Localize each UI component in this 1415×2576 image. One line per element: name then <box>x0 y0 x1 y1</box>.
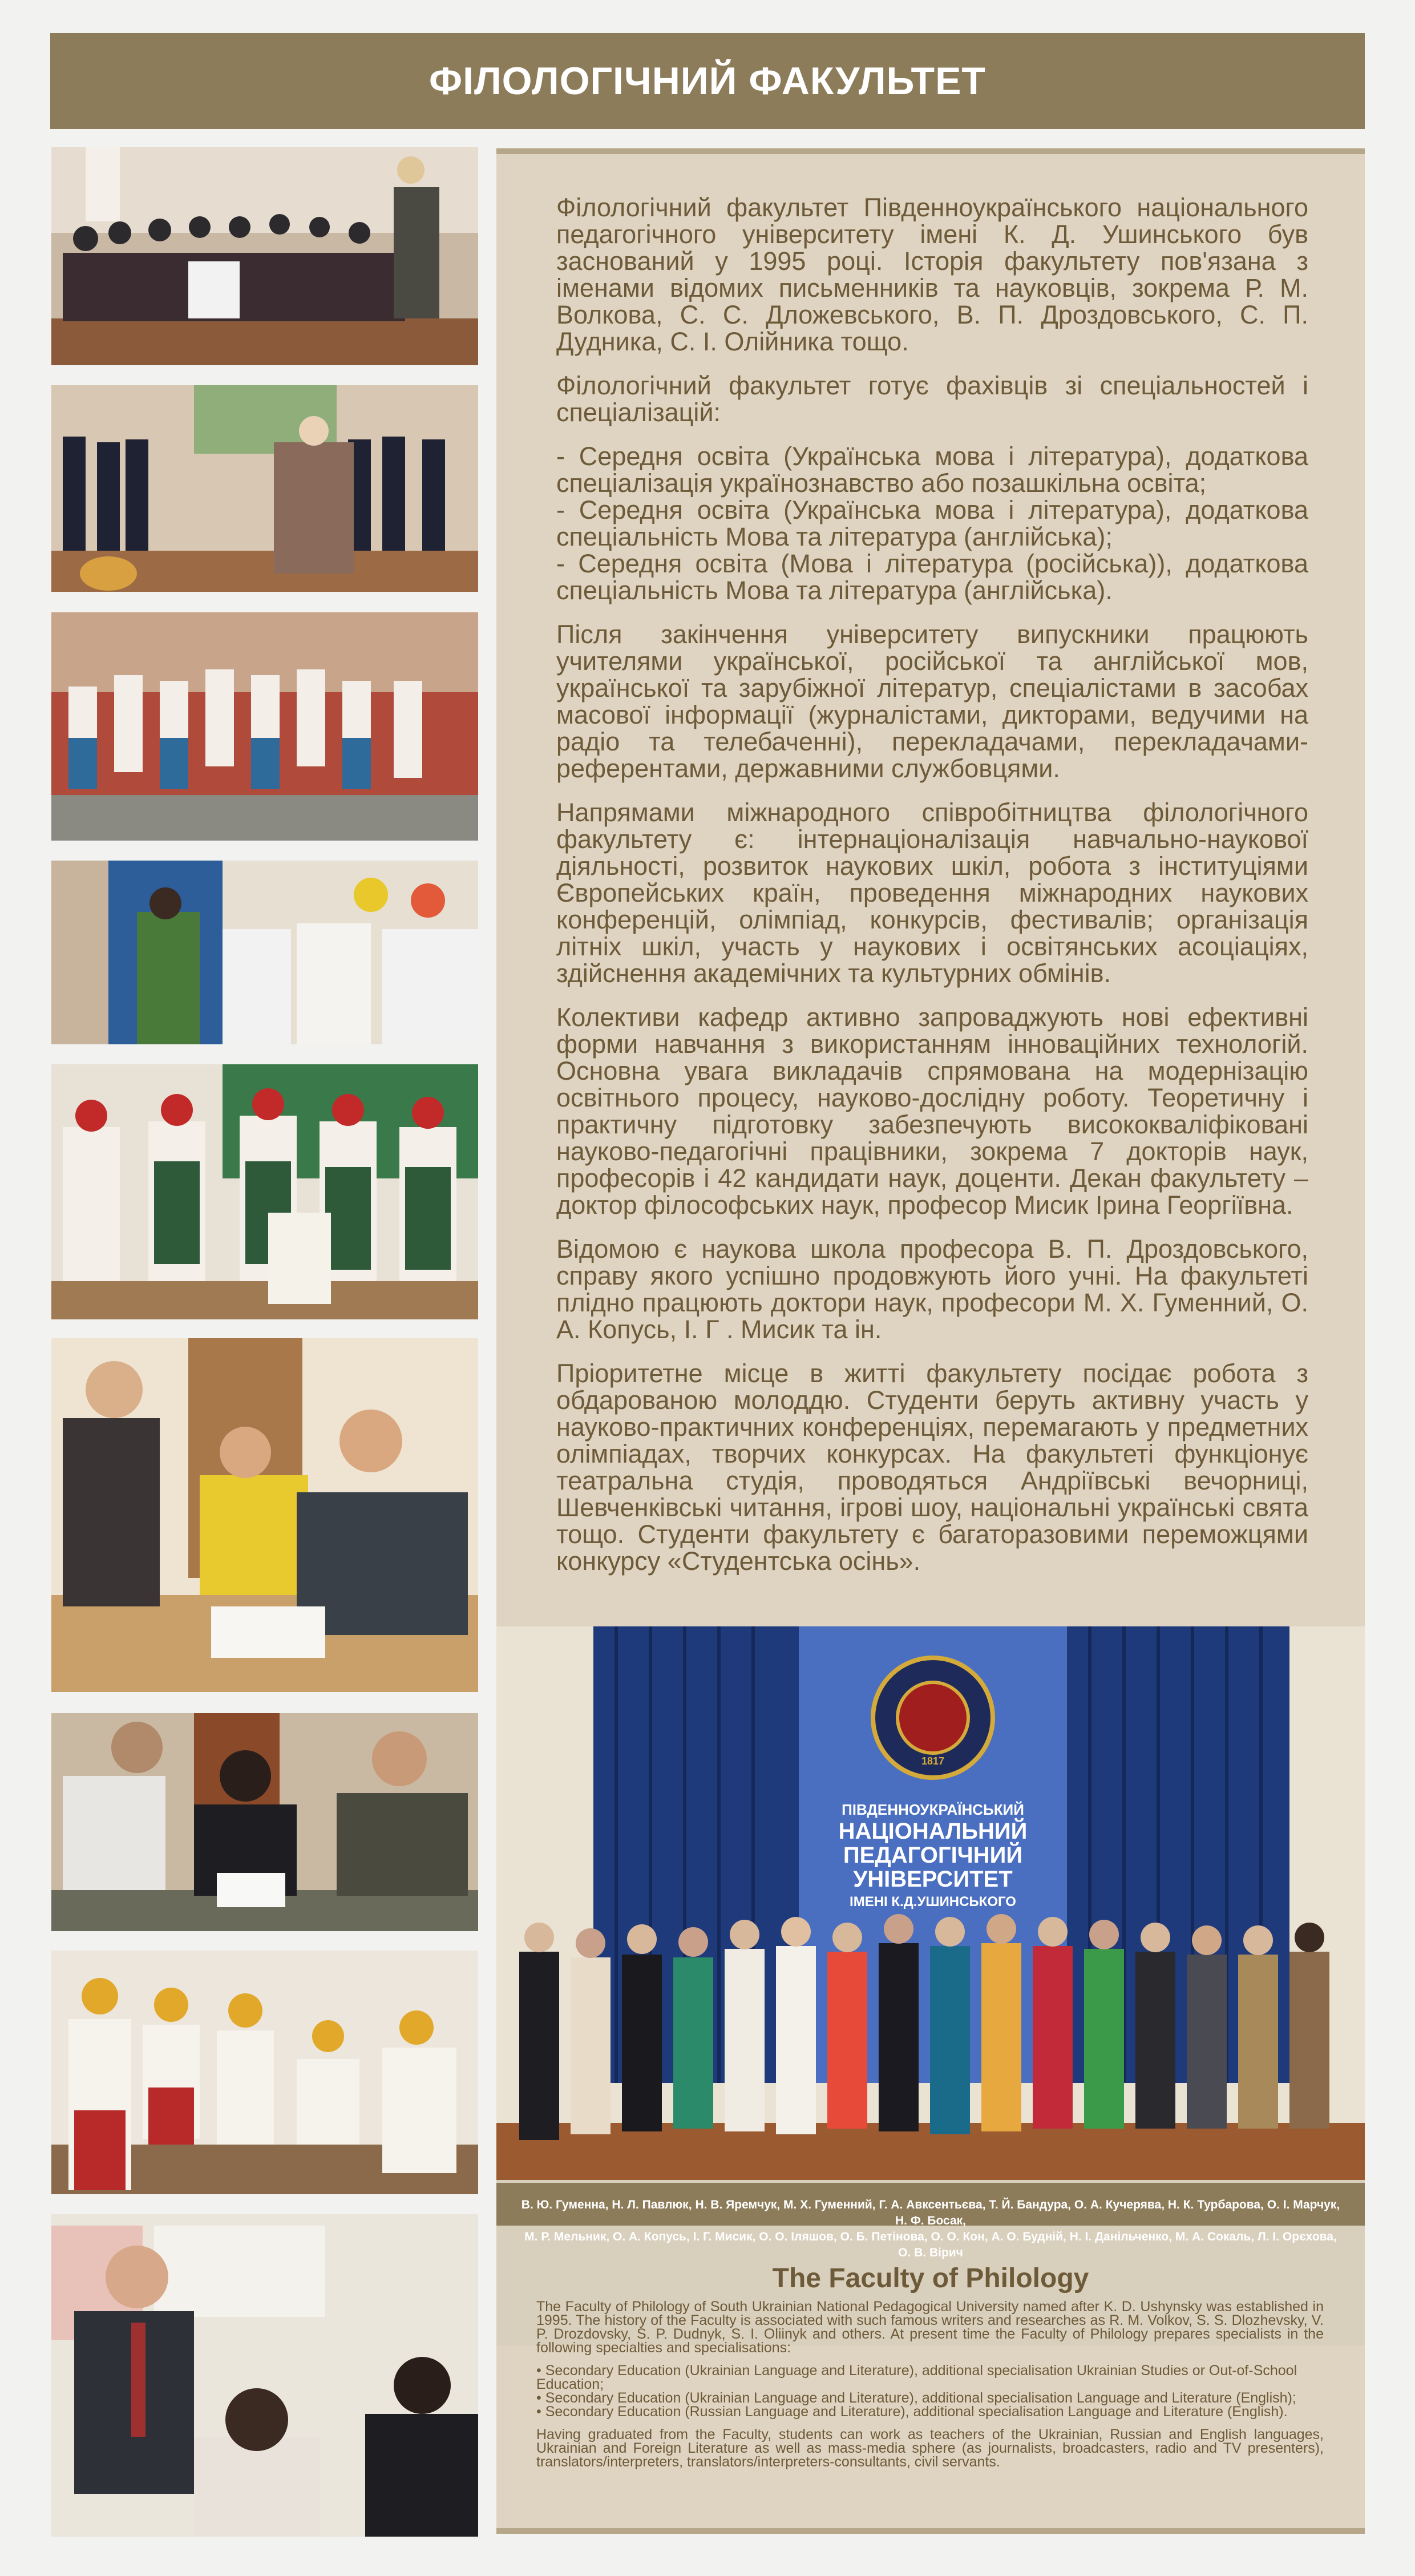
ua-specialty-item: - Середня освіта (Мова і література (російська)), додаткова спеціальність Мова та література (англійська). <box>556 549 1308 605</box>
ua-paragraph-careers: Після закінчення університету випускники працюють учителями української, російської та англійської мов, української та зарубіжної літератур, спеціалістами в засобах масової інформації (журналістами, дикторами, ведучими на радіо та телебаченні), перекладачами, перекладачами-референтами, державними службовцями. <box>556 620 1308 783</box>
en-specialty-item: • Secondary Education (Ukrainian Language and Literature), additional specialisation Language and Literature (English); <box>536 2390 1296 2406</box>
ua-specialty-item: - Середня освіта (Українська мова і література), додаткова спеціальність Мова та література (англійська); <box>556 495 1308 551</box>
content-panel <box>496 148 1365 2534</box>
group-photo-caption <box>519 2197 1342 2261</box>
ua-paragraph-students: Пріоритетне місце в житті факультету посідає робота з обдарованою молоддю. Студенти беруть активну участь у науково-практичних конференціях, перемагають у предметних олімпіадах, творчих конкурсах. На факультеті функціонує театральна студія, проводяться Андріївські вечорниці, Шевченківські читання, ігрові шоу, національні українські свята тощо. Студенти факультету є багаторазовими переможцями конкурсу «Студентська осінь». <box>556 1359 1308 1576</box>
en-paragraph-history: The Faculty of Philology of South Ukrainian National Pedagogical University named after K. D. Ushynsky was established in 1995. The history of the Faculty is associated with such famous writers and researches as R. M. Volkov, S. S. Dlozhevsky, V. P. Drozdovsky, S. P. Dudnyk, S. I. Oliinyk and others. At present time the Faculty of Philology prepares specialists in the following specialties and specialisations: <box>536 2299 1324 2356</box>
english-section-title: The Faculty of Philology <box>772 2263 1089 2294</box>
photo-professor-lecture <box>51 2214 478 2537</box>
photo-students-classroom <box>51 147 478 365</box>
photo-folk-dance-group <box>51 612 478 841</box>
caption-line: М. Р. Мельник, О. А. Копусь, І. Г. Мисик, О. О. Іляшов, О. Б. Петінова, О. О. Кон, А. О. Будній, Н. І. Данільченко, М. А. Сокаль, Л. І. Орєхова, О. В. Вірич <box>524 2230 1337 2259</box>
photo-international-event <box>51 861 478 1044</box>
en-specialties-list <box>536 2364 1324 2418</box>
en-specialty-item: • Secondary Education (Russian Language and Literature), additional specialisation Language and Literature (English). <box>536 2404 1288 2420</box>
caption-line: В. Ю. Гуменна, Н. Л. Павлюк, Н. В. Яремчук, М. Х. Гуменний, Г. А. Авксентьєва, Т. Й. Бандура, О. А. Кучерява, Н. К. Турбарова, О. І. Марчук, Н. Ф. Босак, <box>521 2198 1340 2227</box>
photo-folk-event <box>51 385 478 592</box>
banner-line: ПЕДАГОГІЧНИЙ <box>843 1843 1023 1868</box>
ukrainian-text <box>556 194 1308 1592</box>
banner-line: ПІВДЕННОУКРАЇНСЬКИЙ <box>842 1801 1024 1818</box>
ua-paragraph-international: Напрямами міжнародного співробітництва філологічного факультету є: інтернаціоналізація навчально-наукової діяльності, розвиток наукових шкіл, робота з інституціями Європейських країн, проведення міжнародних наукових конференцій, олімпіад, конкурсів, фестивалів; організація літніх шкіл, участь у наукових і освітянських асоціаціях, здійснення академічних та культурних обмінів. <box>556 798 1308 988</box>
ua-paragraph-specialties-intro: Філологічний факультет готує фахівців зі спеціальностей і спеціалізацій: <box>556 371 1308 427</box>
ua-specialties-list <box>556 443 1308 604</box>
photo-costumed-students <box>51 1064 478 1319</box>
photo-teacher-with-students <box>51 1338 478 1692</box>
en-specialty-item: • Secondary Education (Ukrainian Language and Literature), additional specialisation Ukrainian Studies or Out-of-School Education; <box>536 2363 1297 2392</box>
ua-specialty-item: - Середня освіта (Українська мова і література), додаткова спеціалізація українознавство або позашкільна освіта; <box>556 442 1308 498</box>
emblem-year: 1817 <box>921 1755 945 1767</box>
banner-line: НАЦІОНАЛЬНИЙ <box>838 1819 1028 1844</box>
banner-line: УНІВЕРСИТЕТ <box>853 1867 1013 1892</box>
en-paragraph-careers: Having graduated from the Faculty, students can work as teachers of the Ukrainian, Russian and English languages, Ukrainian and Foreign Literature as well as mass-media sphere (as journalists, broadcasters, radio and TV presenters), translators/interpreters, translators/interpreters-consultants, civil servants. <box>536 2426 1324 2470</box>
ua-paragraph-school: Відомою є наукова школа професора В. П. Дроздовського, справу якого успішно продовжують його учні. На факультеті плідно працюють доктори наук, професори М. Х. Гуменний, О. А. Копусь, І. Г . Мисик та ін. <box>556 1234 1308 1344</box>
banner-line: ІМЕНІ К.Д.УШИНСЬКОГО <box>850 1894 1016 1909</box>
english-text <box>536 2300 1324 2478</box>
page-title: ФІЛОЛОГІЧНИЙ ФАКУЛЬТЕТ <box>429 59 986 103</box>
photo-students-working <box>51 1713 478 1931</box>
ua-paragraph-staff: Колективи кафедр активно запроваджують нові ефективні форми навчання з використанням інноваційних технологій. Основна увага викладачів спрямована на модернізацію освітнього процесу, науково-дослідну роботу. Теоретичну і практичну підготовку забезпечують висококваліфіковані науково-педагогічні працівники, зокрема 7 докторів наук, професорів і 42 кандидати наук, доценти. Декан факультету – доктор філософських наук, професор Мисик Ірина Георгіївна. <box>556 1003 1308 1220</box>
photo-folk-costume-girls <box>51 1951 478 2194</box>
ua-paragraph-history: Філологічний факультет Південноукраїнського національного педагогічного університету імені К. Д. Ушинського був заснований у 1995 році. Історія факультету пов'язана з іменами відомих письменників та науковців, зокрема Р. М. Волкова, С. С. Дложевського, В. П. Дроздовського, С. П. Дудника, С. І. Олійника тощо. <box>556 193 1308 356</box>
header-banner <box>50 33 1365 129</box>
